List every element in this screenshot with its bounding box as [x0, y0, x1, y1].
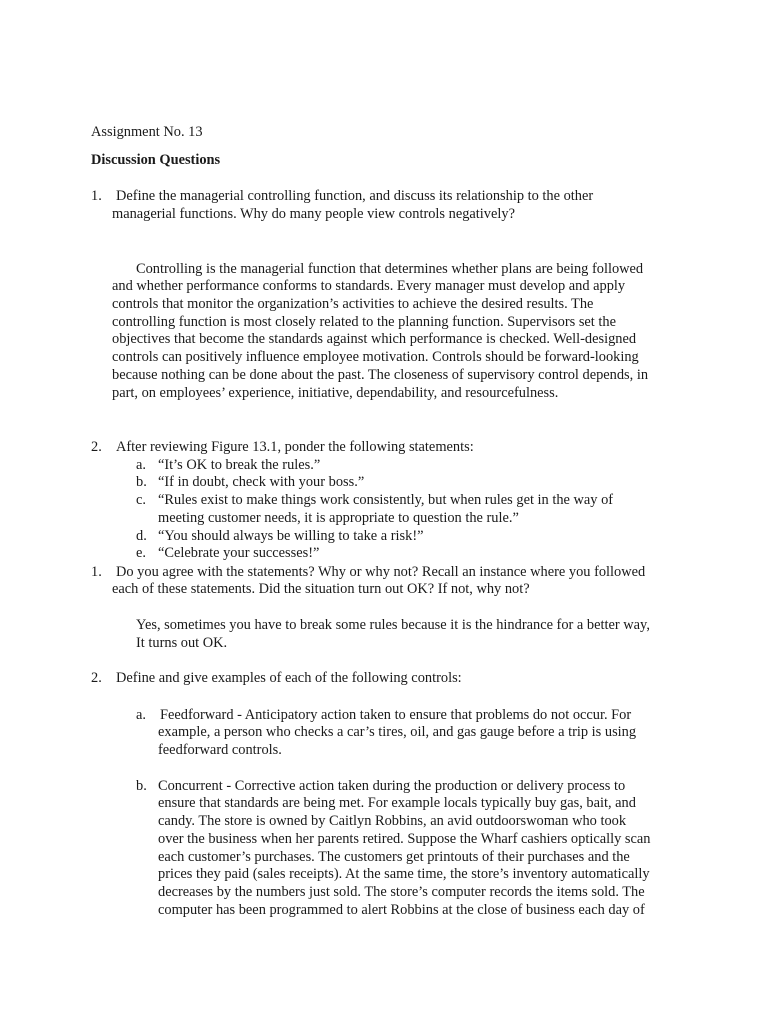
control-b-letter: b.	[136, 778, 147, 794]
answer-1-line-3: controls that monitor the organization’s activities to achieve the desired results. The	[112, 296, 594, 312]
control-a-line-2: example, a person who checks a car’s tires, oil, and gas gauge before a trip is using	[158, 724, 637, 740]
answer-2-line-1: Yes, sometimes you have to break some rules because it is the hindrance for a better way,	[136, 617, 650, 633]
control-b-line-4: over the business when her parents retired. Suppose the Wharf cashiers optically scan	[158, 831, 651, 847]
section-title: Discussion Questions	[91, 152, 221, 168]
question-1-number: 1.	[91, 188, 102, 204]
statement-a-letter: a.	[136, 457, 146, 473]
answer-1-line-5: objectives that become the standards against which performance is checked. Well-designed	[112, 331, 637, 347]
control-b-line-7: decreases by the numbers just sold. The store’s computer records the items sold. The	[158, 884, 645, 900]
control-a-letter: a.	[136, 707, 146, 723]
sub-question-line-1: Do you agree with the statements? Why or why not? Recall an instance where you followed	[116, 564, 646, 580]
control-b-line-6: prices they paid (sales receipts). At the same time, the store’s inventory automatically	[158, 866, 650, 882]
assignment-number: Assignment No. 13	[91, 124, 203, 140]
statement-e: “Celebrate your successes!”	[158, 545, 320, 561]
question-1-line-1: Define the managerial controlling function, and discuss its relationship to the other	[116, 188, 594, 204]
statement-b-letter: b.	[136, 474, 147, 490]
control-b-line-3: candy. The store is owned by Caitlyn Robbins, an avid outdoorswoman who took	[158, 813, 627, 829]
control-b-line-2: ensure that standards are being met. For example locals typically buy gas, bait, and	[158, 795, 636, 811]
statement-b: “If in doubt, check with your boss.”	[158, 474, 365, 490]
statement-d: “You should always be willing to take a risk!”	[158, 528, 424, 544]
answer-1-line-8: part, on employees’ experience, initiative, dependability, and resourcefulness.	[112, 385, 559, 401]
answer-1-line-7: because nothing can be done about the past. The closeness of supervisory control depends, in	[112, 367, 649, 383]
answer-2-line-2: It turns out OK.	[136, 635, 228, 651]
answer-1-line-4: controlling function is most closely related to the planning function. Supervisors set the	[112, 314, 616, 330]
control-b-line-5: each customer’s purchases. The customers get printouts of their purchases and the	[158, 849, 630, 865]
answer-1-line-2: and whether performance conforms to standards. Every manager must develop and apply	[112, 278, 626, 294]
sub-question-line-2: each of these statements. Did the situation turn out OK? If not, why not?	[112, 581, 530, 597]
control-a-line-1: Feedforward - Anticipatory action taken to ensure that problems do not occur. For	[160, 707, 632, 723]
statement-a: “It’s OK to break the rules.”	[158, 457, 321, 473]
control-b-line-1: Concurrent - Corrective action taken during the production or delivery process to	[158, 778, 626, 794]
statement-c-letter: c.	[136, 492, 146, 508]
question-1-line-2: managerial functions. Why do many people view controls negatively?	[112, 206, 515, 222]
answer-1-line-1: Controlling is the managerial function that determines whether plans are being followed	[136, 261, 644, 277]
control-b-line-8: computer has been programmed to alert Robbins at the close of business each day of	[158, 902, 645, 918]
question-3-number: 2.	[91, 670, 102, 686]
question-2-number: 2.	[91, 439, 102, 455]
statement-d-letter: d.	[136, 528, 147, 544]
control-a-line-3: feedforward controls.	[158, 742, 282, 758]
statement-e-letter: e.	[136, 545, 146, 561]
question-3-text: Define and give examples of each of the following controls:	[116, 670, 462, 686]
question-2-text: After reviewing Figure 13.1, ponder the following statements:	[116, 439, 474, 455]
answer-1-line-6: controls can positively influence employee motivation. Controls should be forward-looking	[112, 349, 639, 365]
statement-c-line-1: “Rules exist to make things work consistently, but when rules get in the way of	[158, 492, 614, 508]
statement-c-line-2: meeting customer needs, it is appropriate to question the rule.”	[158, 510, 519, 526]
sub-question-number: 1.	[91, 564, 102, 580]
